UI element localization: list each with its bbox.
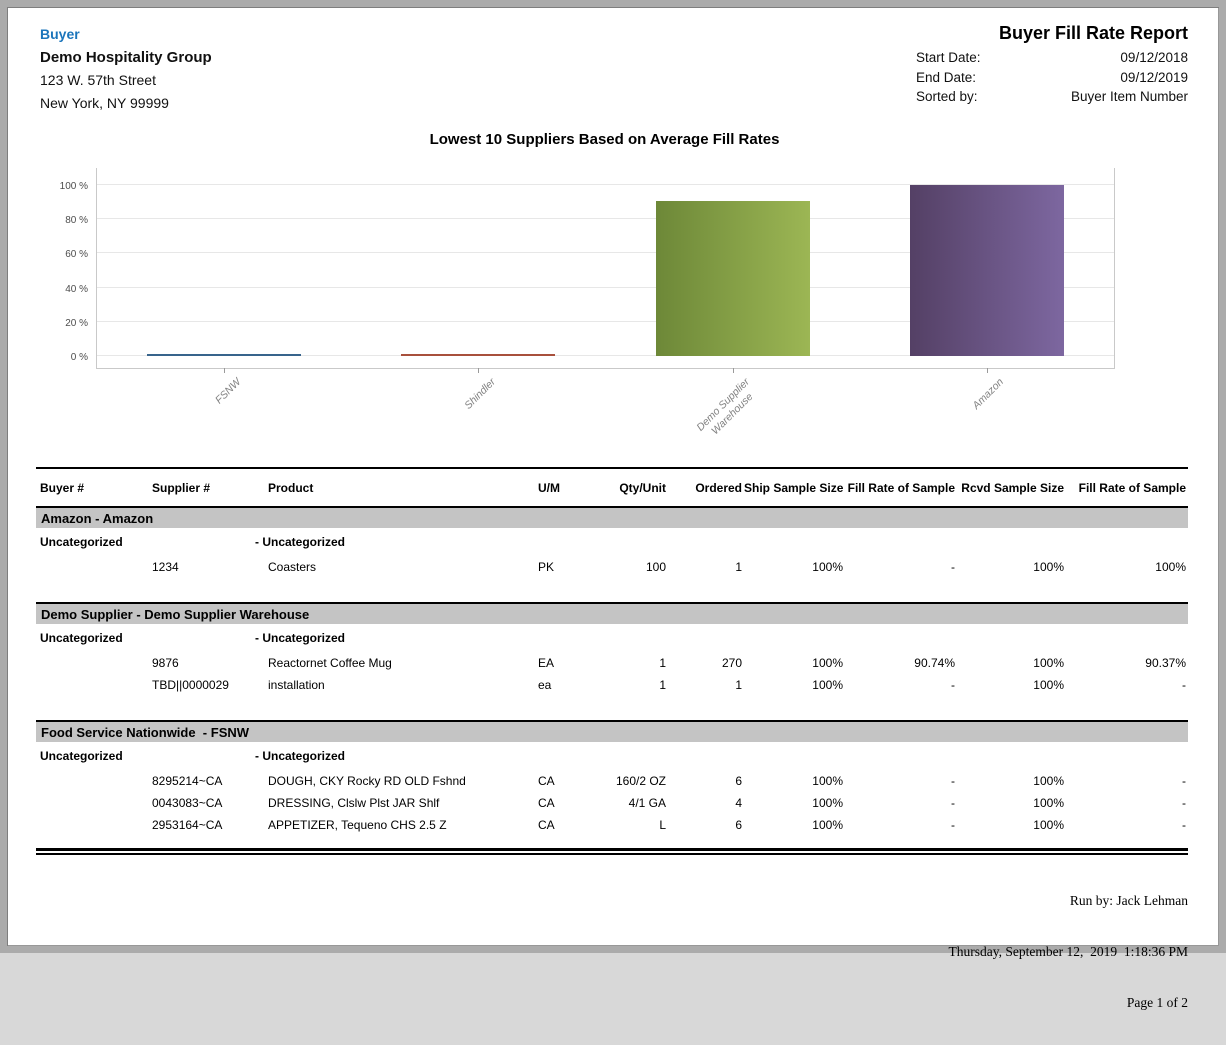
cell-supplier: 9876 — [152, 656, 179, 670]
category-row — [36, 528, 1188, 556]
address-line-2: New York, NY 99999 — [40, 95, 169, 111]
col-header-um: U/M — [538, 480, 560, 495]
category-label-2: - Uncategorized — [255, 631, 346, 645]
cell-rcvd: 100% — [1033, 818, 1064, 832]
category-row — [36, 624, 1188, 652]
cell-ordered: 6 — [735, 774, 742, 788]
cell-supplier: 1234 — [152, 560, 179, 574]
supplier-group-fsnw — [36, 720, 1188, 836]
col-header-fill-rate-rcvd: Fill Rate of Sample — [1078, 480, 1186, 495]
table-bottom-rule — [36, 848, 1188, 855]
page-number: Page 1 of 2 — [1126, 995, 1188, 1010]
cell-um: CA — [538, 796, 555, 810]
cell-qty: 100 — [645, 560, 666, 574]
x-axis-tick — [478, 368, 479, 373]
cell-product: Reactornet Coffee Mug — [268, 656, 392, 670]
cell-ship: 100% — [812, 774, 843, 788]
bar-shindler — [401, 354, 555, 356]
category-label: Uncategorized — [40, 631, 123, 645]
col-header-supplier: Supplier # — [152, 480, 211, 495]
cell-um: EA — [538, 656, 555, 670]
bar-fsnw — [147, 354, 301, 356]
report-title: Buyer Fill Rate Report — [998, 23, 1188, 43]
address-line-1: 123 W. 57th Street — [40, 72, 156, 88]
report-page — [7, 7, 1219, 1010]
x-axis-tick — [733, 368, 734, 373]
cell-ordered: 1 — [735, 678, 742, 692]
category-label-2: - Uncategorized — [255, 535, 346, 549]
start-date-label: Start Date: — [916, 50, 981, 65]
cell-fill1: - — [951, 796, 955, 810]
col-header-product: Product — [268, 480, 314, 495]
report-footer — [949, 858, 1188, 1045]
cell-fill2: 90.37% — [1145, 656, 1186, 670]
bar-amazon — [910, 185, 1064, 356]
category-row — [36, 742, 1188, 770]
cell-ship: 100% — [812, 796, 843, 810]
company-name: Demo Hospitality Group — [40, 49, 212, 66]
cell-product: DRESSING, Clslw Plst JAR Shlf — [268, 796, 440, 810]
supplier-group-amazon — [36, 506, 1188, 578]
y-axis-tick-label: 60 % — [65, 249, 88, 261]
fill-rate-table — [36, 467, 1188, 855]
x-axis-label-shindler: Shindler — [462, 376, 498, 412]
cell-supplier: 8295214~CA — [152, 774, 223, 788]
cell-qty: 160/2 OZ — [615, 774, 666, 788]
cell-fill2: - — [1182, 678, 1186, 692]
bar-demo-supplier — [656, 201, 810, 356]
run-by: Run by: Jack Lehman — [1069, 893, 1188, 908]
x-axis-label-fsnw: FSNW — [213, 376, 244, 407]
cell-fill1: - — [951, 560, 955, 574]
cell-ship: 100% — [812, 560, 843, 574]
meta-row-end-date — [916, 68, 1188, 88]
cell-rcvd: 100% — [1033, 560, 1064, 574]
y-axis-tick-label: 20 % — [65, 317, 88, 329]
y-axis-tick-label: 0 % — [70, 352, 88, 363]
cell-product: APPETIZER, Tequeno CHS 2.5 Z — [268, 818, 447, 832]
meta-row-start-date — [916, 48, 1188, 68]
cell-fill2: - — [1182, 774, 1186, 788]
col-header-buyer: Buyer # — [40, 480, 85, 495]
cell-product: Coasters — [268, 560, 317, 574]
x-axis-label-demo-supplier: Demo Supplier Warehouse — [694, 376, 756, 438]
x-axis-label-amazon: Amazon — [970, 376, 1007, 412]
cell-um: PK — [538, 560, 555, 574]
table-row — [36, 674, 1188, 696]
cell-fill1: - — [951, 678, 955, 692]
group-title: Amazon - Amazon — [41, 510, 154, 526]
cell-um: CA — [538, 818, 555, 832]
chart-y-axis-labels — [13, 168, 88, 368]
cell-supplier: TBD||0000029 — [152, 678, 229, 692]
cell-ship: 100% — [812, 818, 843, 832]
sorted-by-label: Sorted by: — [916, 89, 978, 104]
cell-qty: 1 — [659, 678, 666, 692]
group-header-demo-supplier — [36, 604, 1188, 624]
chart-title: Lowest 10 Suppliers Based on Average Fill Rates — [429, 131, 780, 148]
chart-x-axis-labels — [96, 376, 1113, 456]
cell-um: CA — [538, 774, 555, 788]
col-header-ordered: Ordered — [695, 480, 742, 495]
cell-product: installation — [268, 678, 325, 692]
cell-fill2: - — [1182, 818, 1186, 832]
x-axis-tick — [224, 368, 225, 373]
y-axis-tick-label: 80 % — [65, 215, 88, 227]
cell-fill1: 90.74% — [914, 656, 955, 670]
cell-rcvd: 100% — [1033, 796, 1064, 810]
cell-qty: 1 — [659, 656, 666, 670]
cell-supplier: 0043083~CA — [152, 796, 223, 810]
table-row — [36, 814, 1188, 836]
cell-fill2: - — [1182, 796, 1186, 810]
y-axis-tick-label: 40 % — [65, 283, 88, 295]
cell-fill1: - — [951, 774, 955, 788]
buyer-label: Buyer — [40, 26, 80, 42]
cell-ordered: 6 — [735, 818, 742, 832]
cell-rcvd: 100% — [1033, 774, 1064, 788]
cell-qty: L — [659, 818, 666, 832]
table-row — [36, 792, 1188, 814]
table-row — [36, 652, 1188, 674]
end-date-label: End Date: — [916, 69, 977, 85]
cell-fill2: 100% — [1155, 560, 1186, 574]
col-header-ship-sample: Ship Sample Size — [744, 480, 844, 495]
cell-um: ea — [538, 678, 552, 692]
end-date-value: 09/12/2019 — [1120, 69, 1188, 85]
cell-ordered: 1 — [735, 560, 742, 574]
col-header-rcvd-sample: Rcvd Sample Size — [961, 480, 1064, 495]
start-date-value: 09/12/2018 — [1120, 50, 1188, 65]
group-title: Food Service Nationwide - FSNW — [41, 724, 250, 740]
category-label-2: - Uncategorized — [255, 749, 346, 763]
cell-supplier: 2953164~CA — [152, 818, 223, 832]
cell-product: DOUGH, CKY Rocky RD OLD Fshnd — [268, 774, 466, 788]
group-header-fsnw — [36, 722, 1188, 742]
run-datetime: Thursday, September 12, 2019 1:18:36 PM — [948, 944, 1188, 959]
meta-row-sorted-by — [916, 87, 1188, 107]
sorted-by-value: Buyer Item Number — [1070, 89, 1188, 104]
cell-rcvd: 100% — [1033, 678, 1064, 692]
col-header-fill-rate-ship: Fill Rate of Sample — [847, 480, 955, 495]
report-header-right — [916, 23, 1188, 107]
supplier-group-demo-supplier — [36, 602, 1188, 696]
cell-rcvd: 100% — [1033, 656, 1064, 670]
y-axis-tick-label: 100 % — [59, 181, 88, 192]
group-title: Demo Supplier - Demo Supplier Warehouse — [41, 606, 310, 622]
cell-qty: 4/1 GA — [628, 796, 666, 810]
category-label: Uncategorized — [40, 535, 123, 549]
category-label: Uncategorized — [40, 749, 123, 763]
table-row — [36, 556, 1188, 578]
cell-ship: 100% — [812, 656, 843, 670]
table-row — [36, 770, 1188, 792]
table-header-row — [36, 469, 1188, 506]
cell-ship: 100% — [812, 678, 843, 692]
report-header-left — [40, 23, 212, 115]
cell-ordered: 270 — [721, 656, 742, 670]
cell-ordered: 4 — [735, 796, 742, 810]
group-header-amazon — [36, 508, 1188, 528]
col-header-qty-unit: Qty/Unit — [619, 480, 666, 495]
cell-fill1: - — [951, 818, 955, 832]
chart-plot-area — [96, 168, 1115, 369]
x-axis-tick — [987, 368, 988, 373]
